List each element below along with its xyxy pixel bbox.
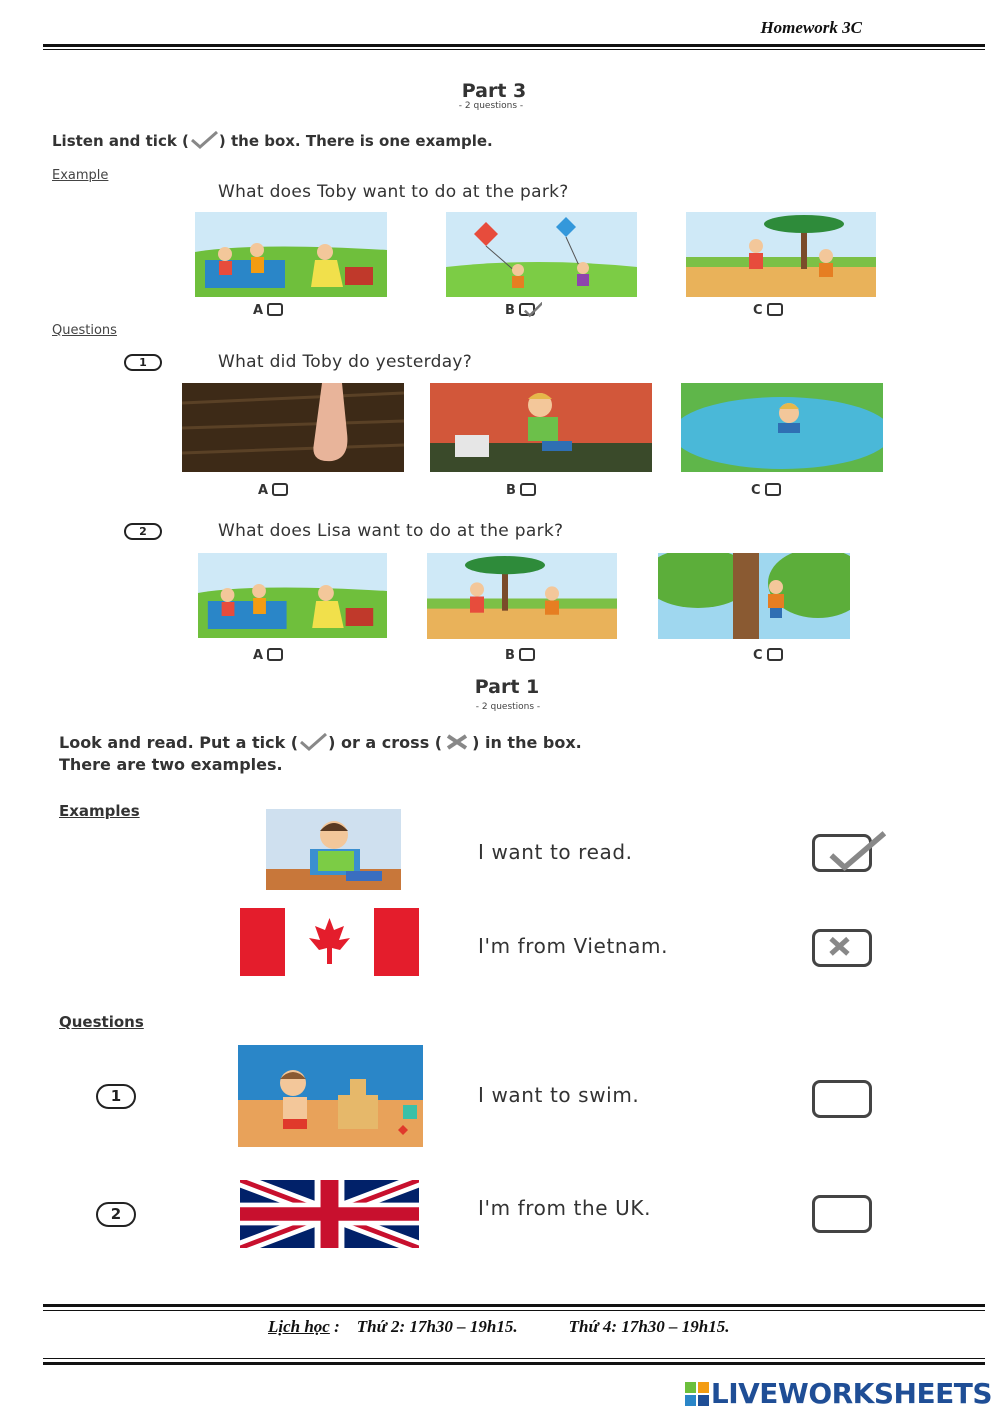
sandcastle-image xyxy=(238,1045,423,1147)
question-1-text: What did Toby do yesterday? xyxy=(218,352,473,372)
pool-swim-image xyxy=(681,383,883,472)
part1-question-number-1: 1 xyxy=(96,1084,136,1109)
question-number-2: 2 xyxy=(124,523,162,540)
worksheet-title: Homework 3C xyxy=(760,18,862,37)
footer-rule-thin-bottom xyxy=(43,1358,985,1359)
question-1-answer-box[interactable] xyxy=(812,1080,872,1118)
tick-symbol-icon xyxy=(189,131,219,149)
part3-instruction: Listen and tick ( ) the box. There is one example. xyxy=(52,132,493,150)
q1-option-a[interactable]: A xyxy=(258,483,288,498)
boy-reading-image xyxy=(266,809,401,890)
footer-rule-thick-bottom xyxy=(43,1362,985,1365)
part3-title: Part 3 xyxy=(461,80,527,102)
part1-questions-label: Questions xyxy=(59,1013,144,1031)
footer-rule-thin-top xyxy=(43,1310,985,1311)
part1-instruction-line1: Look and read. Put a tick ( ) or a cross ( ) in the box. xyxy=(59,733,582,752)
q1-option-c[interactable]: C xyxy=(751,483,781,498)
header-rule-thick xyxy=(43,44,985,47)
q1-option-b[interactable]: B xyxy=(506,483,536,498)
example-2-sentence: I'm from Vietnam. xyxy=(478,934,669,958)
tree-climb-image xyxy=(658,553,850,639)
cross-icon xyxy=(815,932,869,964)
running-image xyxy=(427,553,617,639)
tick-symbol-icon xyxy=(298,733,328,751)
tick-icon xyxy=(812,831,886,873)
checkbox-icon[interactable] xyxy=(267,648,283,661)
questions-label: Questions xyxy=(52,323,117,338)
q2-option-c[interactable]: C xyxy=(753,648,783,663)
mud-foot-image xyxy=(182,383,404,472)
running-image xyxy=(686,212,876,297)
liveworksheets-logo-icon xyxy=(685,1380,709,1404)
example-2-cross-box[interactable] xyxy=(812,929,872,967)
part1-title: Part 1 xyxy=(474,676,540,698)
schedule-label: Lịch học xyxy=(268,1317,330,1336)
example-label: Example xyxy=(52,168,109,183)
question-2-sentence: I'm from the UK. xyxy=(478,1196,652,1220)
example-option-a[interactable]: A xyxy=(253,303,283,318)
example-question: What does Toby want to do at the park? xyxy=(218,182,569,202)
canada-flag-image xyxy=(240,908,419,976)
schedule-slot-2: Thứ 4: 17h30 – 19h15. xyxy=(568,1317,730,1336)
part3-subtitle: - 2 questions - xyxy=(458,101,524,111)
example-1-tick-box[interactable] xyxy=(812,834,872,872)
q2-option-a[interactable]: A xyxy=(253,648,283,663)
checkbox-icon[interactable] xyxy=(519,648,535,661)
picnic-image xyxy=(195,212,387,297)
part1-subtitle: - 2 questions - xyxy=(475,702,541,712)
schedule-slot-1: Thứ 2: 17h30 – 19h15. xyxy=(356,1317,518,1336)
part1-question-number-2: 2 xyxy=(96,1202,136,1227)
uk-flag-image xyxy=(240,1180,419,1248)
picnic-image xyxy=(198,553,387,638)
cross-symbol-icon xyxy=(442,733,472,751)
schedule-text: Lịch học : Thứ 2: 17h30 – 19h15. Thứ 4: 17h30 – 19h15. xyxy=(268,1317,730,1336)
checkbox-icon[interactable] xyxy=(767,648,783,661)
checked-box-icon[interactable] xyxy=(519,303,535,316)
checkbox-icon[interactable] xyxy=(272,483,288,496)
checkbox-icon[interactable] xyxy=(520,483,536,496)
liveworksheets-brand[interactable]: LIVEWORKSHEETS xyxy=(685,1377,992,1410)
example-option-c[interactable]: C xyxy=(753,303,783,318)
checkbox-icon[interactable] xyxy=(765,483,781,496)
q2-option-b[interactable]: B xyxy=(505,648,535,663)
boy-bucket-image xyxy=(430,383,652,472)
question-1-sentence: I want to swim. xyxy=(478,1083,640,1107)
examples-label: Examples xyxy=(59,802,140,820)
checkbox-icon[interactable] xyxy=(267,303,283,316)
question-number-1: 1 xyxy=(124,354,162,371)
part1-instruction-line2: There are two examples. xyxy=(59,755,283,774)
header-rule-thin xyxy=(43,49,985,50)
footer-rule-thick-top xyxy=(43,1304,985,1307)
example-option-b[interactable]: B xyxy=(505,303,535,318)
example-1-sentence: I want to read. xyxy=(478,840,633,864)
question-2-answer-box[interactable] xyxy=(812,1195,872,1233)
kite-image xyxy=(446,212,637,297)
question-2-text: What does Lisa want to do at the park? xyxy=(218,521,564,541)
checkbox-icon[interactable] xyxy=(767,303,783,316)
